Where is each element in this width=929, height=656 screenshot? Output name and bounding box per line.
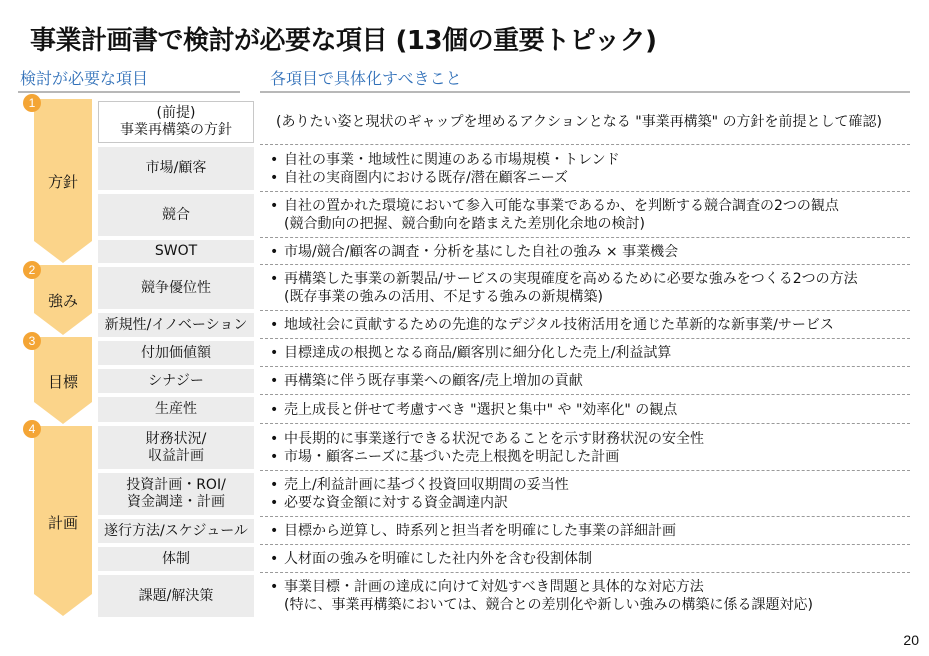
description-cell: • 地域社会に貢献するための先進的なデジタル技術活用を通じた革新的な新事業/サービス [270, 317, 834, 333]
group-number-badge: 3 [23, 332, 41, 350]
description-subtext: (特に、事業再構築においては、競合との差別化や新しい強みの構築に係る課題対応) [284, 597, 813, 613]
group-label-plan: 計画 [47, 514, 78, 532]
group-number-badge: 1 [23, 94, 41, 112]
group-label-strength: 強み [47, 292, 78, 310]
item-label: (前提) [156, 105, 196, 121]
description-cell: • 人材面の強みを明確にした社内外を含む役割体制 [270, 551, 592, 567]
item-cell [98, 267, 254, 309]
item-label: 競争優位性 [141, 279, 211, 296]
description-cell: • 再構築に伴う既存事業への顧客/売上増加の貢献 [270, 373, 583, 389]
item-cell [98, 426, 254, 469]
item-cell [98, 369, 254, 393]
item-cell [98, 473, 254, 515]
table-row [0, 545, 929, 573]
table-row [0, 311, 929, 339]
table-row [0, 238, 929, 265]
table-row [0, 192, 929, 238]
item-cell [98, 240, 254, 263]
table-row [0, 471, 929, 517]
left-column-header: 検討が必要な項目 [20, 69, 149, 88]
header-divider-left [18, 91, 240, 93]
description-subtext: (既存事業の強みの活用、不足する強みの新規構築) [284, 289, 603, 305]
item-label: 市場/顧客 [145, 160, 207, 176]
table-row [0, 367, 929, 395]
item-cell [98, 397, 254, 422]
item-cell [98, 547, 254, 571]
page-title: 事業計画書で検討が必要な項目 (13個の重要トピック) [30, 26, 657, 56]
description-bullet: 事業目標・計画の達成に向けて対処すべき問題と具体的な対応方法 [284, 579, 704, 595]
description-cell: • 売上成長と併せて考慮すべき "選択と集中" や "効率化" の観点 [270, 401, 678, 418]
description-bullet: 地域社会に貢献するための先進的なデジタル技術活用を通じた革新的な新事業/サービス [284, 317, 834, 333]
description-cell: • 目標から逆算し、時系列と担当者を明確にした事業の詳細計画 [270, 523, 676, 539]
description-cell: • 目標達成の根拠となる商品/顧客別に細分化した売上/利益試算 [270, 345, 672, 361]
description-cell: • 市場/競合/顧客の調査・分析を基にした自社の強み × 事業機会 [270, 243, 679, 260]
description-bullet: 売上成長と併せて考慮すべき "選択と集中" や "効率化" の観点 [284, 401, 678, 418]
item-label: 体制 [162, 550, 190, 567]
table-row [0, 517, 929, 545]
description-subtext: (競合動向の把握、競合動向を踏まえた差別化余地の検討) [284, 216, 645, 232]
description-bullet: 自社の置かれた環境において参入可能な事業であるか、を判断する競合調査の2つの観点 [284, 198, 839, 214]
description-cell: • 再構築した事業の新製品/サービスの実現確度を高めるために必要な強みをつくる2つの方法 (既存事業の強みの活用、不足する強みの新規構築) [270, 265, 913, 311]
description-cell: • 自社の事業・地域性に関連のある市場規模・トレンド • 自社の実商圏内における既存/潜在顧客ニーズ [270, 151, 620, 186]
description-text: (ありたい姿と現状のギャップを埋めるアクションとなる "事業再構築" の方針を前提として確認) [276, 114, 883, 130]
description-bullet: 自社の実商圏内における既存/潜在顧客ニーズ [284, 169, 569, 186]
description-cell: • 自社の置かれた環境において参入可能な事業であるか、を判断する競合調査の2つの観点 (競合動向の把握、競合動向を踏まえた差別化余地の検討) [270, 192, 913, 238]
item-cell [98, 519, 254, 543]
description-bullet: 自社の事業・地域性に関連のある市場規模・トレンド [284, 151, 620, 168]
item-label: 資金調達・計画 [127, 494, 225, 510]
description-bullet: 再構築に伴う既存事業への顧客/売上増加の貢献 [284, 373, 583, 389]
item-cell [98, 313, 254, 337]
item-label: 遂行方法/スケジュール [104, 522, 248, 539]
description-bullet: 再構築した事業の新製品/サービスの実現確度を高めるために必要な強みをつくる2つの方法 [284, 271, 858, 287]
item-cell [98, 194, 254, 236]
description-bullet: 必要な資金額に対する資金調達内訳 [284, 495, 508, 511]
item-label: 投資計画・ROI/ [126, 477, 226, 493]
description-bullet: 市場/競合/顧客の調査・分析を基にした自社の強み × 事業機会 [284, 243, 679, 260]
item-label: シナジー [148, 372, 204, 389]
group-label-policy: 方針 [47, 173, 78, 191]
table-row [0, 339, 929, 367]
page-number: 20 [903, 632, 919, 648]
item-cell [98, 341, 254, 365]
table-row [0, 573, 929, 619]
group-number-badge: 2 [23, 261, 41, 279]
description-cell: • 中長期的に事業遂行できる状況であることを示す財務状況の安全性 • 市場・顧客ニーズに基づいた売上根拠を明記した計画 [270, 430, 704, 465]
item-label: 競合 [162, 206, 190, 223]
item-cell [98, 101, 254, 143]
item-label: 収益計画 [148, 447, 204, 464]
right-column-header: 各項目で具体化すべきこと [270, 69, 462, 88]
description-bullet: 目標達成の根拠となる商品/顧客別に細分化した売上/利益試算 [284, 345, 672, 361]
description-bullet: 人材面の強みを明確にした社内外を含む役割体制 [284, 551, 592, 567]
item-label: 財務状況/ [145, 430, 207, 447]
description-cell: • 売上/利益計画に基づく投資回収期間の妥当性 • 必要な資金額に対する資金調達内訳 [270, 477, 569, 511]
item-cell [98, 147, 254, 190]
item-label: 事業再構築の方針 [120, 122, 232, 138]
table-row [0, 99, 929, 145]
description-cell: • 事業目標・計画の達成に向けて対処すべき問題と具体的な対応方法 (特に、事業再構築においては、競合との差別化や新しい強みの構築に係る課題対応) [270, 573, 913, 619]
description-cell [270, 99, 913, 145]
table-row [0, 145, 929, 192]
item-cell [98, 575, 254, 617]
item-label: 付加価値額 [141, 344, 211, 361]
description-bullet: 目標から逆算し、時系列と担当者を明確にした事業の詳細計画 [284, 523, 676, 539]
group-number-badge: 4 [23, 420, 41, 438]
table-row [0, 265, 929, 311]
table-row [0, 395, 929, 424]
item-label: SWOT [154, 243, 198, 259]
header-divider-right [260, 91, 910, 93]
item-label: 新規性/イノベーション [104, 316, 248, 333]
item-label: 課題/解決策 [138, 587, 214, 604]
description-bullet: 中長期的に事業遂行できる状況であることを示す財務状況の安全性 [284, 430, 704, 447]
description-bullet: 売上/利益計画に基づく投資回収期間の妥当性 [284, 477, 569, 493]
description-bullet: 市場・顧客ニーズに基づいた売上根拠を明記した計画 [284, 448, 620, 465]
item-label: 生産性 [155, 401, 197, 417]
group-label-goal: 目標 [47, 373, 78, 391]
table-row [0, 424, 929, 471]
